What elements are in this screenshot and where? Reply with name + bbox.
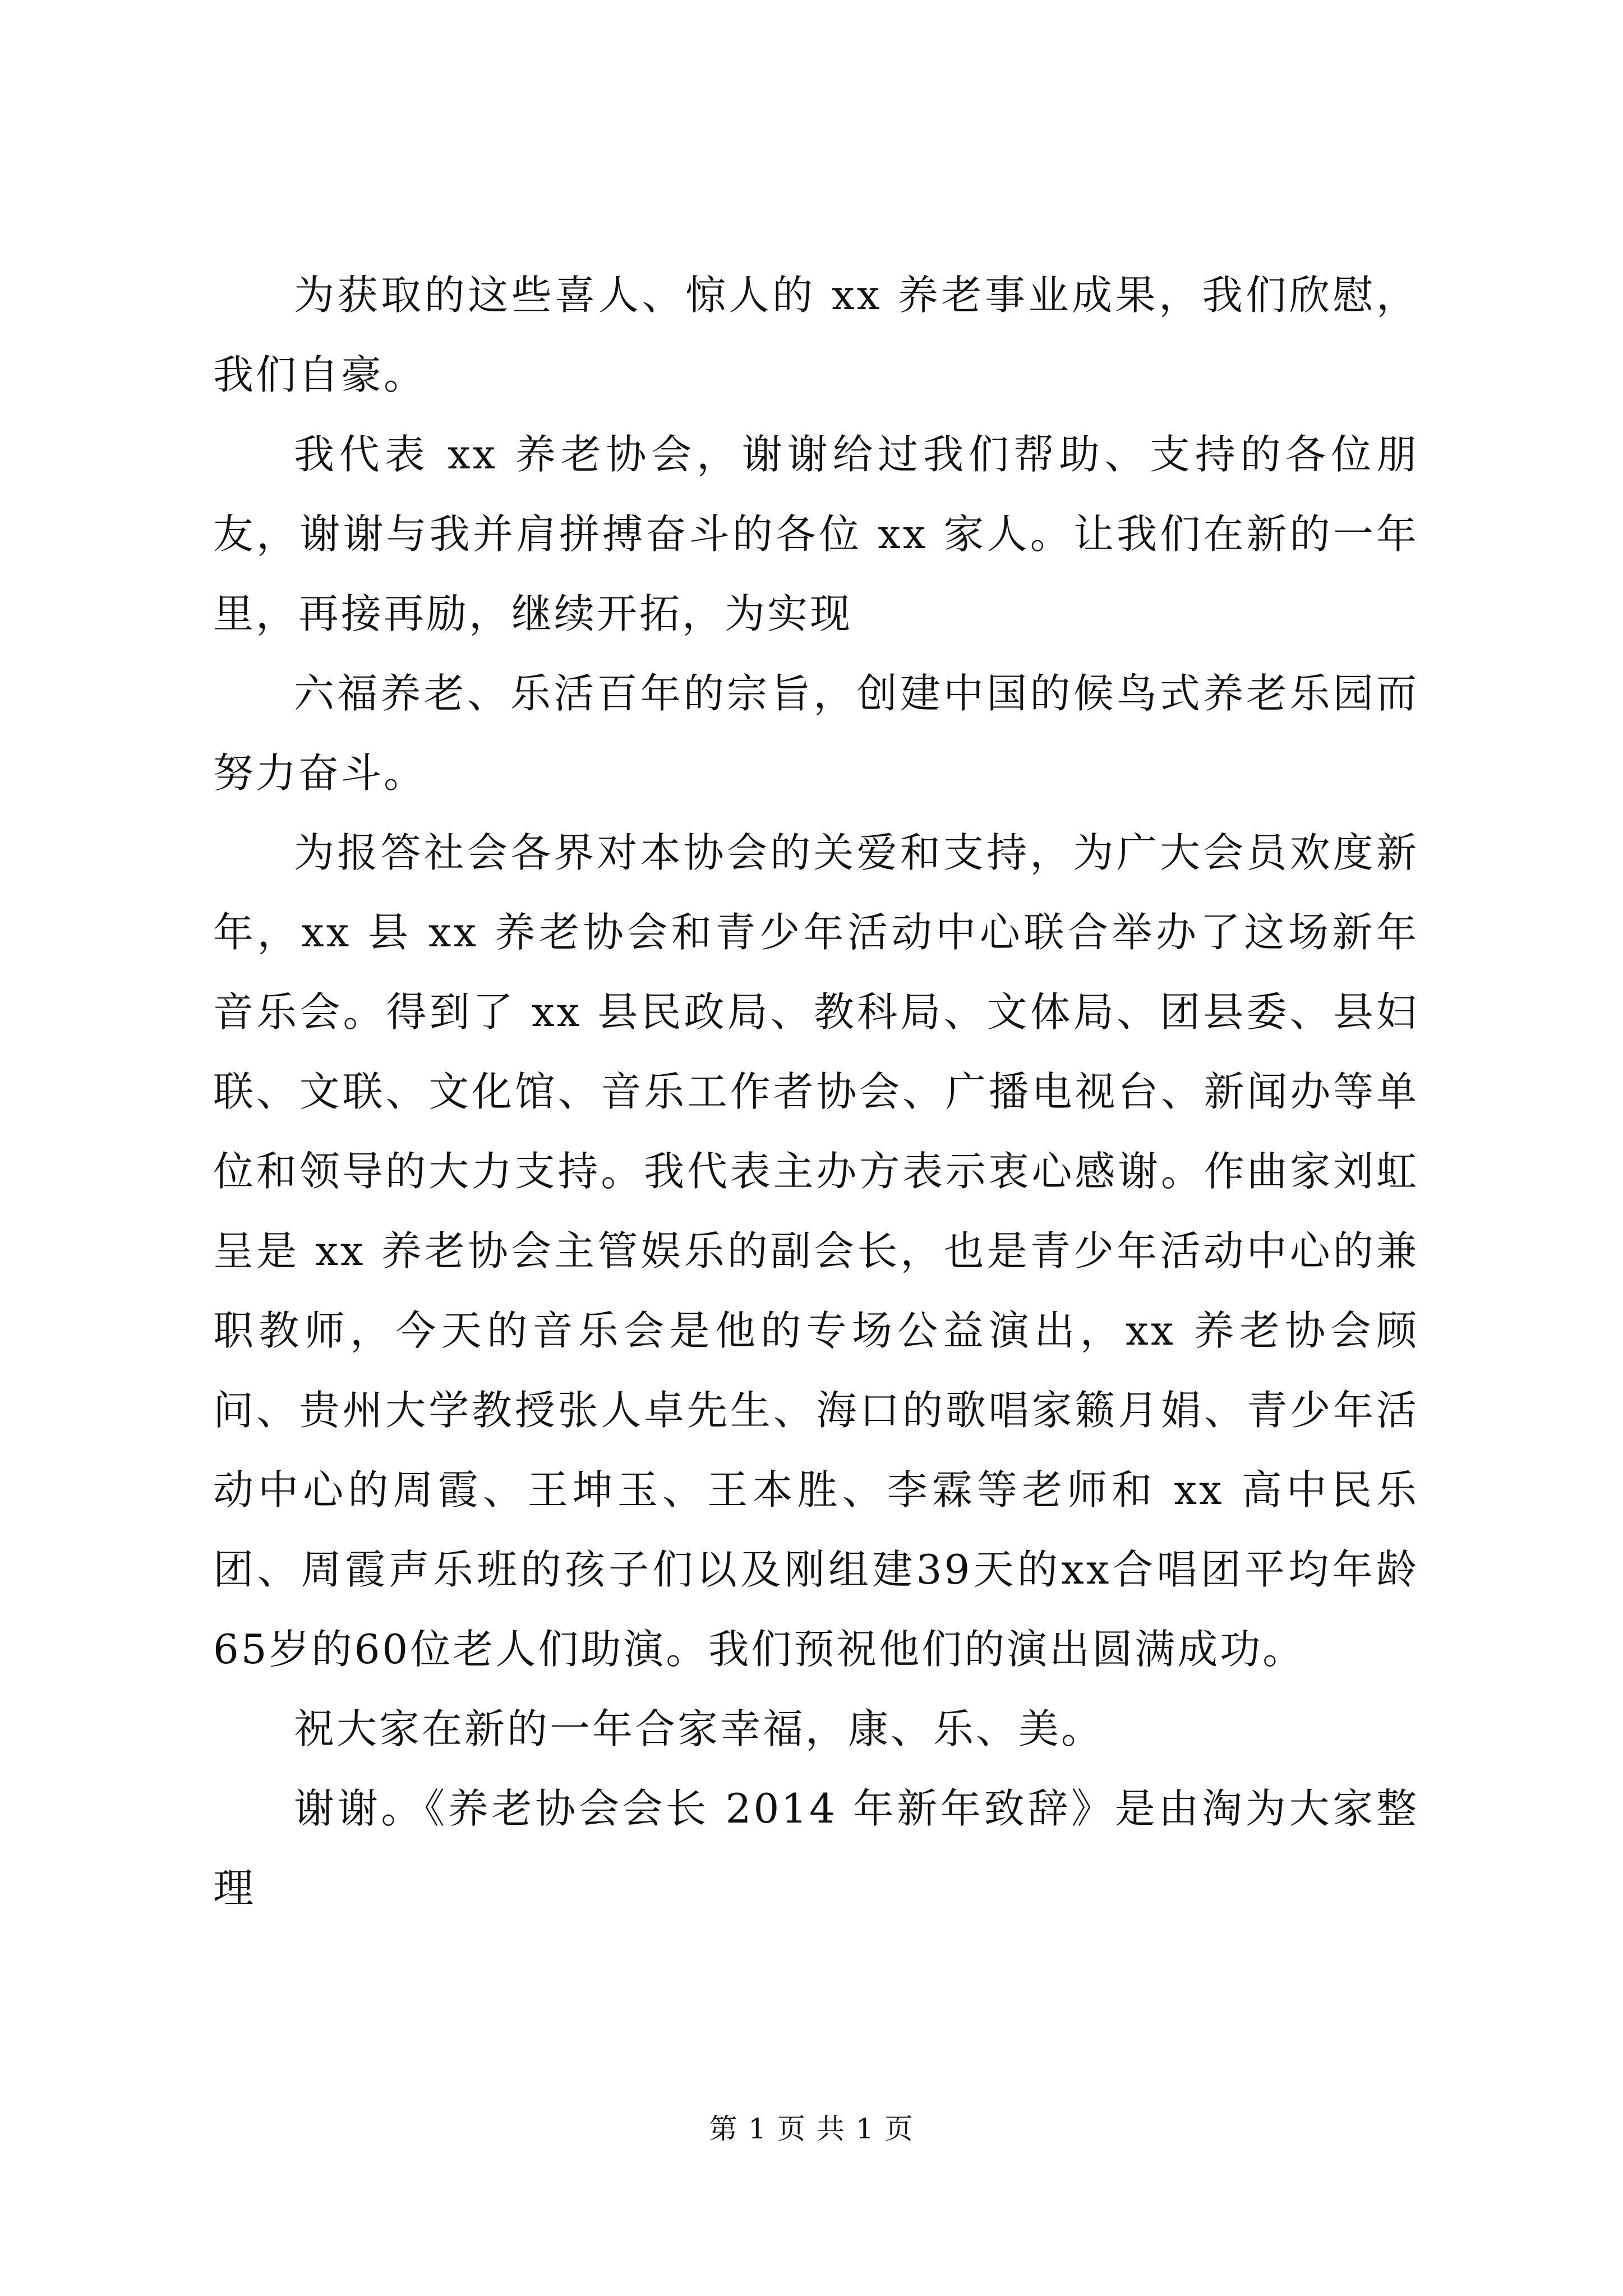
paragraph-6: 谢谢。《养老协会会长 2014 年新年致辞》是由淘为大家整理	[213, 1785, 1419, 1912]
paragraph-1: 为获取的这些喜人、惊人的 xx 养老事业成果，我们欣慰，我们自豪。	[213, 272, 1419, 398]
paragraph-4: 为报答社会各界对本协会的关爱和支持，为广大会员欢度新年，xx 县 xx 养老协会和青少年活动中心联合举办了这场新年音乐会。得到了 xx 县民政局、教科局、文体局、团县委、县妇联、文联、文化馆、音乐工作者协会、广播电视台、新闻办等单位和领导的大力支持。我代表主办方表示衷心感谢。作曲家刘虹呈是 xx 养老协会主管娱乐的副会长，也是青少年活动中心的兼职教师，今天的音乐会是他的专场公益演出，xx 养老协会顾问、贵州大学教授张人卓先生、海口的歌唱家籁月娟、青少年活动中心的周霞、王坤玉、王本胜、李霖等老师和 xx 高中民乐团、周霞声乐班的孩子们以及刚组建39天的xx合唱团平均年龄65岁的60位老人们助演。我们预祝他们的演出圆满成功。	[213, 829, 1419, 1673]
page-footer: 第 1 页 共 1 页	[709, 2113, 914, 2145]
document-body	[213, 255, 1419, 1928]
paragraph-2: 我代表 xx 养老协会，谢谢给过我们帮助、支持的各位朋友，谢谢与我并肩拼搏奋斗的各位 xx 家人。让我们在新的一年里，再接再励，继续开拓，为实现	[213, 431, 1419, 637]
paragraph-3: 六福养老、乐活百年的宗旨，创建中国的候鸟式养老乐园而努力奋斗。	[213, 670, 1419, 797]
paragraph-5: 祝大家在新的一年合家幸福，康、乐、美。	[294, 1705, 1104, 1752]
